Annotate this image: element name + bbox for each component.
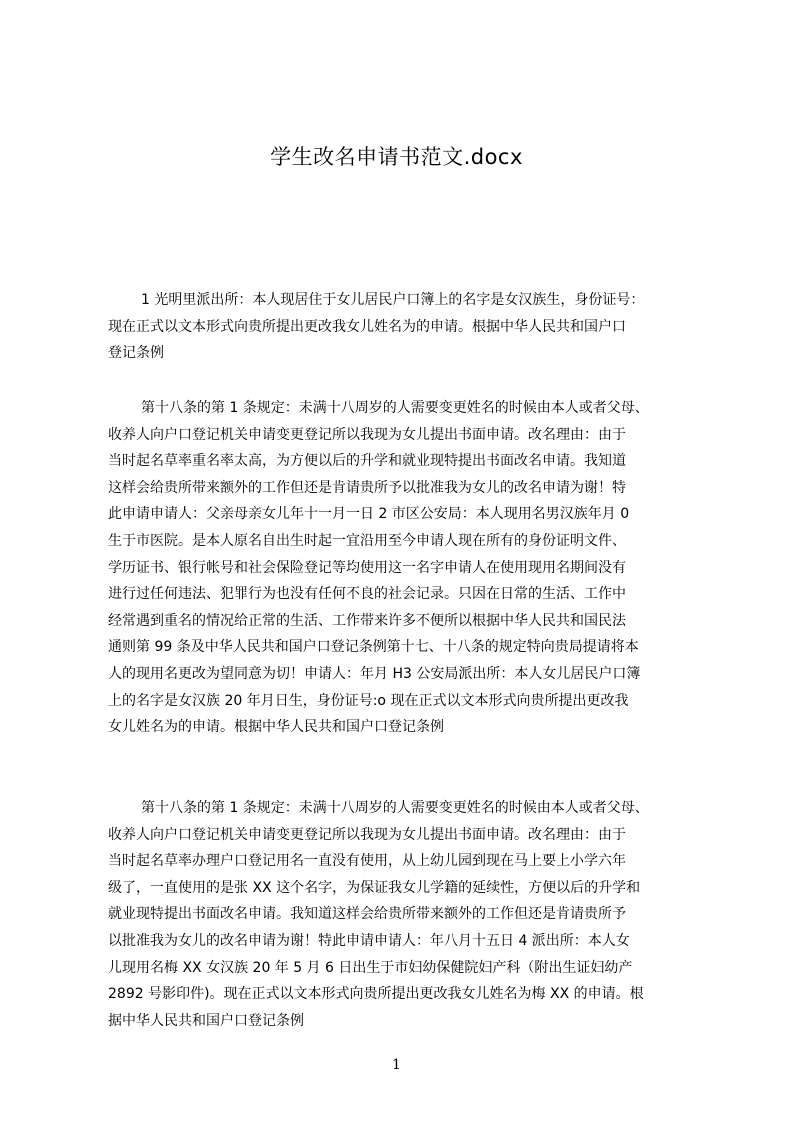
page-number: 1	[392, 1057, 401, 1073]
text-line: 进行过任何违法、犯罪行为也没有任何不良的社会记录。只因在日常的生活、工作中	[108, 586, 626, 603]
text-line: 这样会给贵所带来额外的工作但还是肯请贵所予以批准我为女儿的改名申请为谢！特	[108, 479, 626, 496]
text-line: 上的名字是女汉族 20 年月日生，身份证号:o 现在正式以文本形式向贵所提出更改我	[108, 692, 629, 709]
text-line: 第十八条的第 1 条规定：未满十八周岁的人需要变更姓名的时候由本人或者父母、	[141, 400, 649, 416]
text-line: 2892 号影印件)。现在正式以文本形式向贵所提出更改我女儿姓名为梅 XX 的申请。根	[108, 986, 644, 1003]
text-line: 现在正式以文本形式向贵所提出更改我女儿姓名为的申请。根据中华人民共和国户口	[108, 318, 626, 335]
text-line: 通则第 99 条及中华人民共和国户口登记条例第十七、十八条的规定特向贵局提请将本	[108, 639, 639, 656]
text-line: 收养人向户口登记机关申请变更登记所以我现为女儿提出书面申请。改名理由：由于	[108, 426, 626, 443]
text-line: 学历证书、银行帐号和社会保险登记等均使用这一名字申请人在使用现用名期间没有	[108, 559, 626, 576]
text-line: 儿现用名梅 XX 女汉族 20 年 5 月 6 日出生于市妇幼保健院妇产科（附出生证妇幼产	[108, 959, 633, 976]
text-line: 收养人向户口登记机关申请变更登记所以我现为女儿提出书面申请。改名理由：由于	[108, 826, 626, 843]
document-title: 学生改名申请书范文.docx	[270, 145, 523, 169]
text-line: 人的现用名更改为望同意为切！申请人：年月 H3 公安局派出所：本人女儿居民户口簿	[108, 665, 641, 682]
text-line: 生于市医院。是本人原名自出生时起一宜沿用至今申请人现在所有的身份证明文件、	[108, 532, 626, 549]
text-line: 当时起名草率办理户口登记用名一直没有使用，从上幼儿园到现在马上要上小学六年	[108, 853, 626, 870]
text-line: 就业现特提出书面改名申请。我知道这样会给贵所带来额外的工作但还是肯请贵所予	[108, 906, 626, 923]
text-line: 登记条例	[108, 345, 164, 362]
text-line: 此申请申请人：父亲母亲女儿年十一月一日 2 市区公安局：本人现用名男汉族年月 0	[108, 506, 630, 523]
text-line: 当时起名草率重名率太高，为方便以后的升学和就业现特提出书面改名申请。我知道	[108, 453, 626, 470]
text-line: 以批准我为女儿的改名申请为谢！特此申请申请人：年八月十五日 4 派出所：本人女	[108, 932, 630, 949]
text-line: 据中华人民共和国户口登记条例	[108, 1012, 304, 1029]
paragraph-3	[108, 795, 698, 1034]
text-line: 女儿姓名为的申请。根据中华人民共和国户口登记条例	[108, 719, 444, 736]
paragraph-2	[108, 395, 698, 741]
paragraph-1	[108, 287, 698, 367]
text-line: 经常遇到重名的情况给正常的生活、工作带来许多不便所以根据中华人民共和国民法	[108, 612, 626, 629]
text-line: 级了，一直使用的是张 XX 这个名字，为保证我女儿学籍的延续性，方便以后的升学和	[108, 879, 641, 896]
text-line: 1 光明里派出所：本人现居住于女儿居民户口簿上的名字是女汉族生，身份证号：	[141, 292, 645, 308]
text-line: 第十八条的第 1 条规定：未满十八周岁的人需要变更姓名的时候由本人或者父母、	[141, 800, 649, 816]
document-body	[108, 0, 698, 1122]
